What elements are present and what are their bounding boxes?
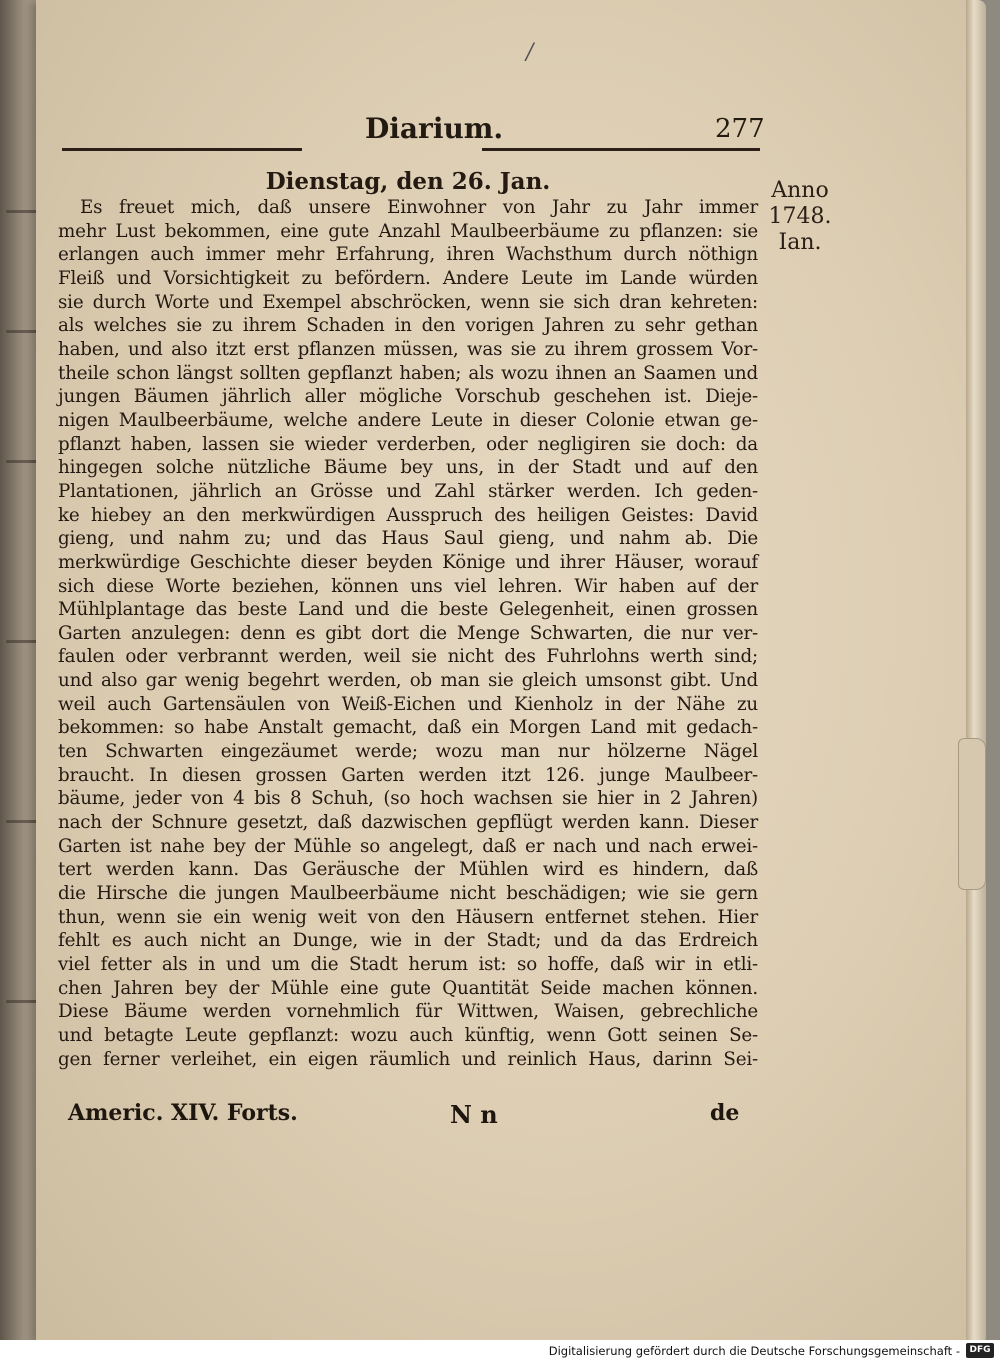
pencil-mark: /: [526, 40, 534, 65]
text-line: erlangen auch immer mehr Erfahrung, ihren Wachsthum durch nöthign: [58, 244, 758, 266]
body-text: [58, 168, 758, 1071]
margin-note-line: Anno: [771, 178, 829, 203]
text-line: sie durch Worte und Exempel abschröcken, wenn sie sich dran kehreten:: [58, 291, 758, 313]
text-line: als welches sie zu ihrem Schaden in den vorigen Jahren zu sehr gethan: [58, 315, 758, 337]
text-line: thun, wenn sie ein wenig weit von den Häusern entfernet stehen. Hier: [58, 906, 758, 928]
text-line: viel fetter als in und um die Stadt herum ist: so hoffe, daß wir in etli-: [58, 954, 758, 975]
signature-mark: Americ. XIV. Forts.: [68, 1100, 298, 1126]
text-line: die Hirsche die jungen Maulbeerbäume nicht beschädigen; wie sie gern: [58, 883, 758, 905]
text-line: Fleiß und Vorsichtigkeit zu befördern. Andere Leute im Lande würden: [58, 267, 758, 289]
text-line: und also gar wenig begehrt werden, ob man sie gleich umsonst gibt. Und: [58, 670, 758, 692]
text-line: theile schon längst sollten gepflanzt haben; als wozu ihnen an Saamen und: [58, 362, 758, 384]
text-line: nach der Schnure gesetzt, daß dazwischen gepflügt werden kann. Dieser: [58, 812, 758, 834]
text-line: ke hiebey an den merkwürdigen Ausspruch des heiligen Geistes: David: [58, 504, 758, 526]
text-line: Diese Bäume werden vornehmlich für Wittwen, Waisen, gebrechliche: [58, 1001, 758, 1023]
margin-note: [765, 178, 835, 256]
text-line: tert werden kann. Das Geräusche der Mühlen wird es hindern, daß: [58, 859, 758, 881]
text-line: fehlt es auch nicht an Dunge, wie in der Stadt; und da das Erdreich: [58, 930, 758, 952]
dfg-logo-icon: DFG: [966, 1343, 994, 1358]
header-rule-left: [62, 148, 302, 151]
text-line: nigen Maulbeerbäume, welche andere Leute in dieser Colonie etwan ge-: [58, 409, 758, 431]
gathering-mark: N n: [450, 1100, 498, 1129]
text-line: chen Jahren bey der Mühle eine gute Quantität Seide machen können.: [58, 977, 758, 999]
text-line: sich diese Worte beziehen, können uns viel lehren. Wir haben auf der: [58, 575, 758, 597]
text-line: pflanzt haben, lassen sie wieder verderben, oder negligiren sie doch: da: [58, 433, 758, 455]
page-number: 277: [715, 114, 765, 144]
text-line: braucht. In diesen grossen Garten werden itzt 126. junge Maulbeer-: [58, 764, 758, 786]
text-line: Plantationen, jährlich an Grösse und Zahl stärker werden. Ich geden-: [58, 480, 758, 502]
text-line: gieng, und nahm zu; und das Haus Saul gieng, und nahm ab. Die: [58, 528, 758, 550]
text-line: und betagte Leute gepflanzt: wozu auch künftig, wenn Gott seinen Se-: [58, 1024, 758, 1046]
page-stack-edge: [966, 0, 986, 1345]
text-lines: [58, 196, 758, 1071]
text-line: mehr Lust bekommen, eine gute Anzahl Maulbeerbäume zu pflanzen: sie: [58, 220, 758, 242]
text-line: Garten ist nahe bey der Mühle so angelegt, daß er nach und nach erwei-: [58, 835, 758, 857]
margin-note-line: Ian.: [778, 230, 822, 255]
text-line: merkwürdige Geschichte dieser beyden Könige und ihrer Häuser, worauf: [58, 551, 758, 573]
text-line: hingegen solche nützliche Bäume bey uns, in der Stadt und auf den: [58, 457, 758, 479]
text-line: bekommen: so habe Anstalt gemacht, daß ein Morgen Land mit gedach-: [58, 717, 758, 739]
margin-note-line: 1748.: [768, 204, 832, 229]
text-line: gen ferner verleihet, ein eigen räumlich und reinlich Haus, darinn Sei-: [58, 1048, 758, 1070]
page-tab: [958, 738, 986, 890]
text-line: jungen Bäumen jährlich aller mögliche Vorschub geschehen ist. Dieje-: [58, 386, 758, 408]
credit-text: Digitalisierung gefördert durch die Deutsche Forschungsgemeinschaft -: [548, 1344, 960, 1358]
header-rule-right: [482, 148, 760, 151]
running-title: Diarium.: [365, 112, 504, 145]
text-line: Garten anzulegen: denn es gibt dort die Menge Schwarten, die nur ver-: [58, 622, 758, 644]
page-footer: [60, 1100, 750, 1140]
text-line: faulen oder verbrannt werden, weil sie nicht des Fuhrlohns werth sind;: [58, 646, 758, 668]
text-line: Mühlplantage das beste Land und die beste Gelegenheit, einen grossen: [58, 599, 758, 621]
text-line: haben, und also itzt erst pflanzen müssen, was sie zu ihrem grossem Vor-: [58, 338, 758, 360]
catchword: de: [710, 1100, 740, 1126]
text-line: bäume, jeder von 4 bis 8 Schuh, (so hoch wachsen sie hier in 2 Jahren): [58, 788, 758, 810]
text-line: Es freuet mich, daß unsere Einwohner von Jahr zu Jahr immer: [80, 197, 758, 218]
digitization-credit-bar: [0, 1340, 1000, 1362]
date-heading: Dienstag, den 26. Jan.: [265, 168, 551, 195]
text-line: weil auch Gartensäulen von Weiß-Eichen und Kienholz in der Nähe zu: [58, 693, 758, 715]
text-line: ten Schwarten eingezäumet werde; wozu man nur hölzerne Nägel: [58, 741, 758, 763]
